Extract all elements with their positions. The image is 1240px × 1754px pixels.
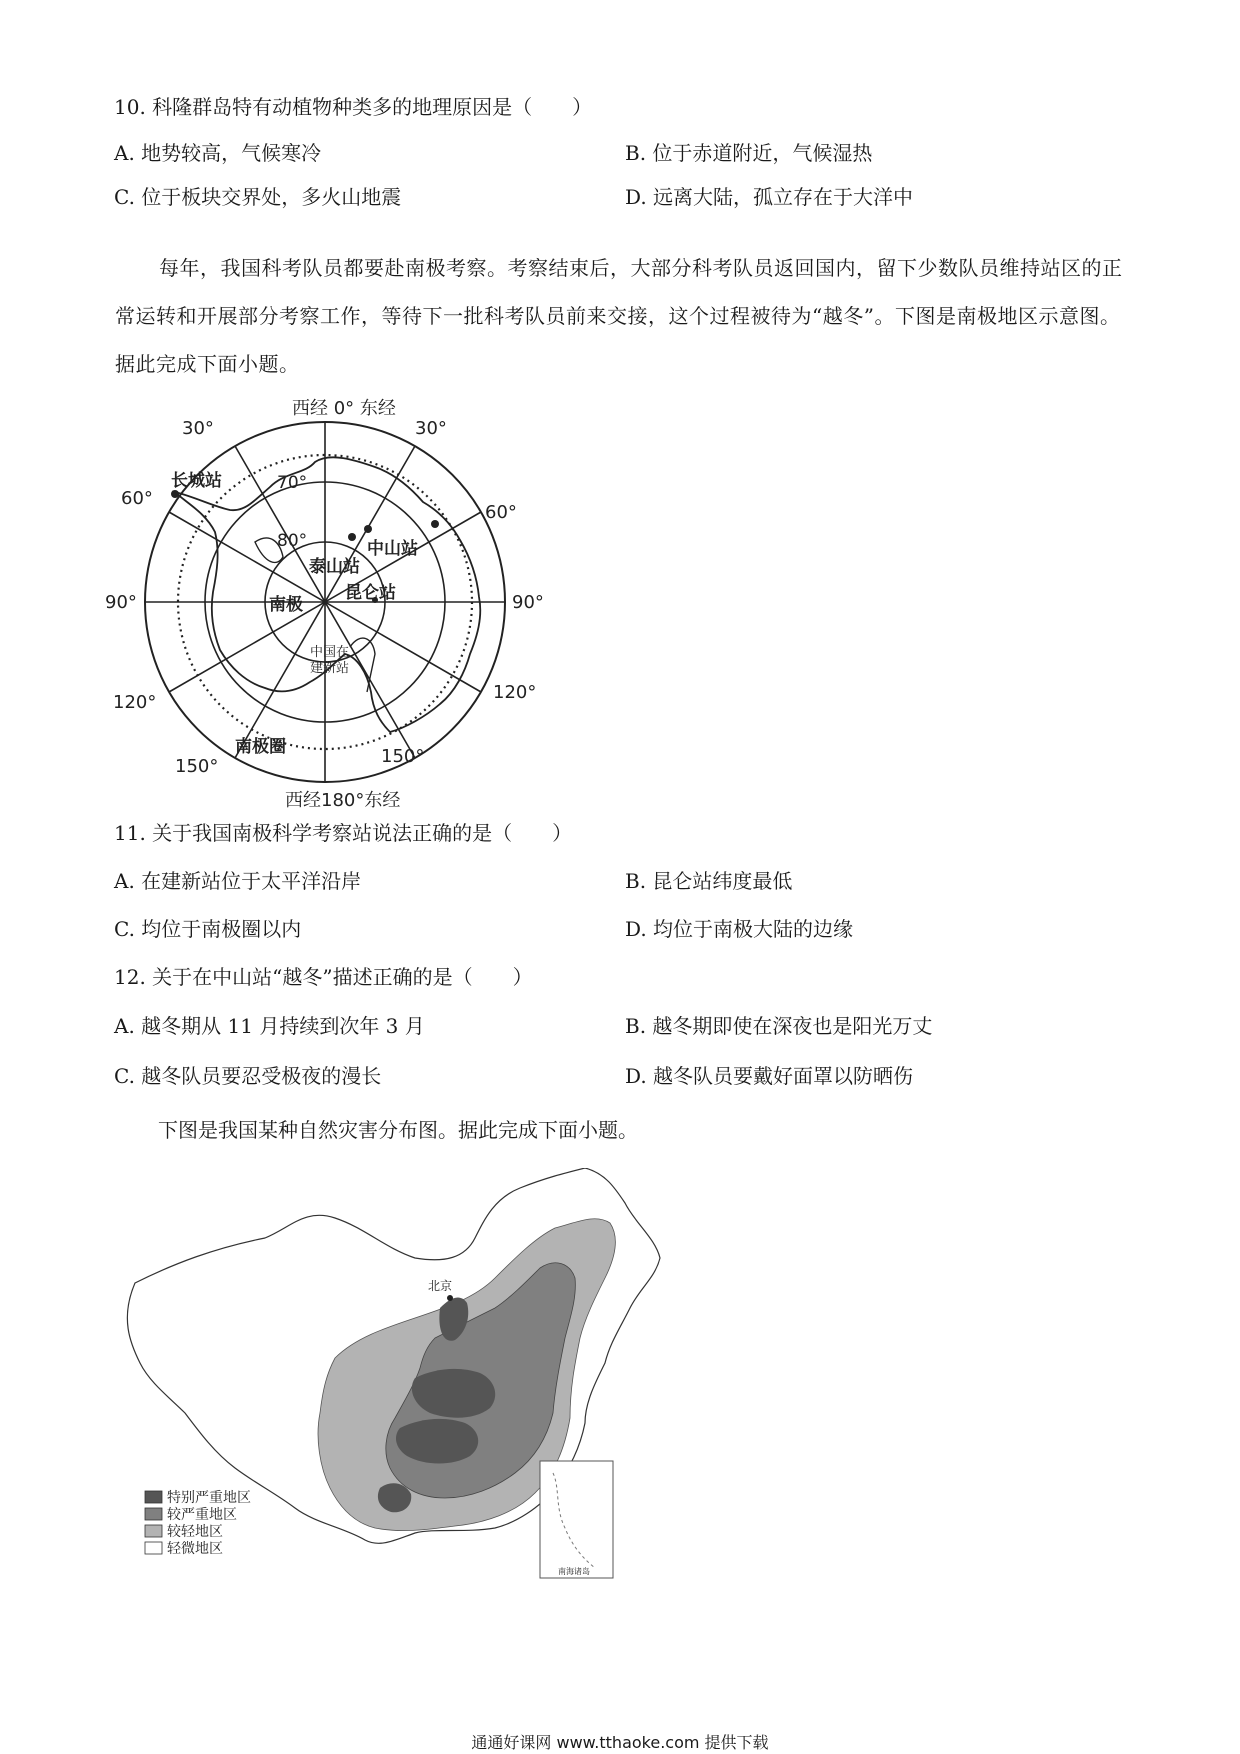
antarctic-circle-label: 南极圈 — [235, 737, 286, 757]
lon-90-east: 90° — [512, 592, 544, 613]
new-station-label-2: 建新站 — [310, 661, 350, 676]
legend-label-2: 较轻地区 — [167, 1524, 223, 1540]
legend-swatch-2 — [145, 1525, 162, 1537]
legend-label-3: 轻微地区 — [167, 1541, 223, 1557]
lon-30-west: 30° — [182, 418, 214, 439]
beijing-label: 北京 — [428, 1279, 453, 1293]
intro-disaster: 下图是我国某种自然灾害分布图。据此完成下面小题。 — [158, 1118, 638, 1142]
taishan-label: 泰山站 — [309, 557, 360, 577]
south-pole-label: 南极 — [269, 595, 303, 615]
legend-swatch-1 — [145, 1508, 162, 1520]
legend-label-0: 特别严重地区 — [167, 1490, 251, 1506]
inset-label: 南海诸岛 — [558, 1567, 590, 1576]
page-footer: 通通好课网 www.tthaoke.com 提供下载 — [471, 1733, 769, 1752]
q12-option-c: C. 越冬队员要忍受极夜的漫长 — [114, 1064, 382, 1088]
changcheng-station-marker — [171, 490, 179, 498]
legend-swatch-3 — [145, 1542, 162, 1554]
map-top-label: 西经 0° 东经 — [292, 398, 396, 419]
lon-60-west: 60° — [121, 488, 153, 509]
lon-150-west: 150° — [175, 756, 219, 777]
q11-option-c: C. 均位于南极圈以内 — [114, 917, 302, 941]
south-china-sea-inset — [540, 1461, 613, 1578]
q12-stem: 12. 关于在中山站“越冬”描述正确的是（ ） — [114, 965, 533, 989]
lon-30-east: 30° — [415, 418, 447, 439]
lon-150-east: 150° — [381, 746, 425, 767]
map-bottom-label: 西经180°东经 — [285, 790, 401, 811]
changcheng-label: 长城站 — [171, 471, 222, 491]
antarctic-map — [105, 392, 565, 812]
q10-option-d: D. 远离大陆，孤立存在于大洋中 — [625, 185, 914, 209]
zhongshan-label: 中山站 — [367, 539, 418, 559]
lon-120-west: 120° — [113, 692, 157, 713]
q10-option-a: A. 地势较高，气候寒冷 — [114, 141, 322, 165]
zhongshan-station-marker — [431, 520, 439, 528]
kunlun-station-marker — [348, 533, 356, 541]
q11-stem: 11. 关于我国南极科学考察站说法正确的是（ ） — [114, 821, 573, 845]
taishan-station-marker — [364, 525, 372, 533]
q11-option-b: B. 昆仑站纬度最低 — [625, 869, 793, 893]
lat-80-label: 80° — [277, 531, 308, 551]
q11-option-d: D. 均位于南极大陆的边缘 — [625, 917, 854, 941]
q12-option-d: D. 越冬队员要戴好面罩以防晒伤 — [625, 1064, 914, 1088]
q11-option-a: A. 在建新站位于太平洋沿岸 — [114, 869, 362, 893]
china-disaster-map — [115, 1168, 695, 1608]
kunlun-label: 昆仑站 — [345, 583, 396, 603]
q10-option-c: C. 位于板块交界处，多火山地震 — [114, 185, 402, 209]
q12-option-a: A. 越冬期从 11 月持续到次年 3 月 — [114, 1014, 425, 1038]
q12-option-b: B. 越冬期即使在深夜也是阳光万丈 — [625, 1014, 933, 1038]
lon-60-east: 60° — [485, 502, 517, 523]
lon-120-east: 120° — [493, 682, 537, 703]
map-legend — [145, 1489, 251, 1557]
q10-stem: 10. 科隆群岛特有动植物种类多的地理原因是（ ） — [114, 95, 593, 119]
lat-70-label: 70° — [277, 473, 308, 493]
lon-90-west: 90° — [105, 592, 137, 613]
legend-label-1: 较严重地区 — [167, 1507, 237, 1523]
intro-antarctic: 每年，我国科考队员都要赴南极考察。考察结束后，大部分科考队员返回国内，留下少数队员维持站区的正常运转和开展部分考察工作，等待下一批科考队员前来交接，这个过程被待为“越冬”。下图是南极地区示意图。据此完成下面小题。 — [115, 256, 1123, 376]
beijing-marker — [447, 1295, 453, 1301]
new-station-label-1: 中国在 — [310, 645, 350, 660]
legend-swatch-0 — [145, 1491, 162, 1503]
q10-option-b: B. 位于赤道附近，气候湿热 — [625, 141, 873, 165]
